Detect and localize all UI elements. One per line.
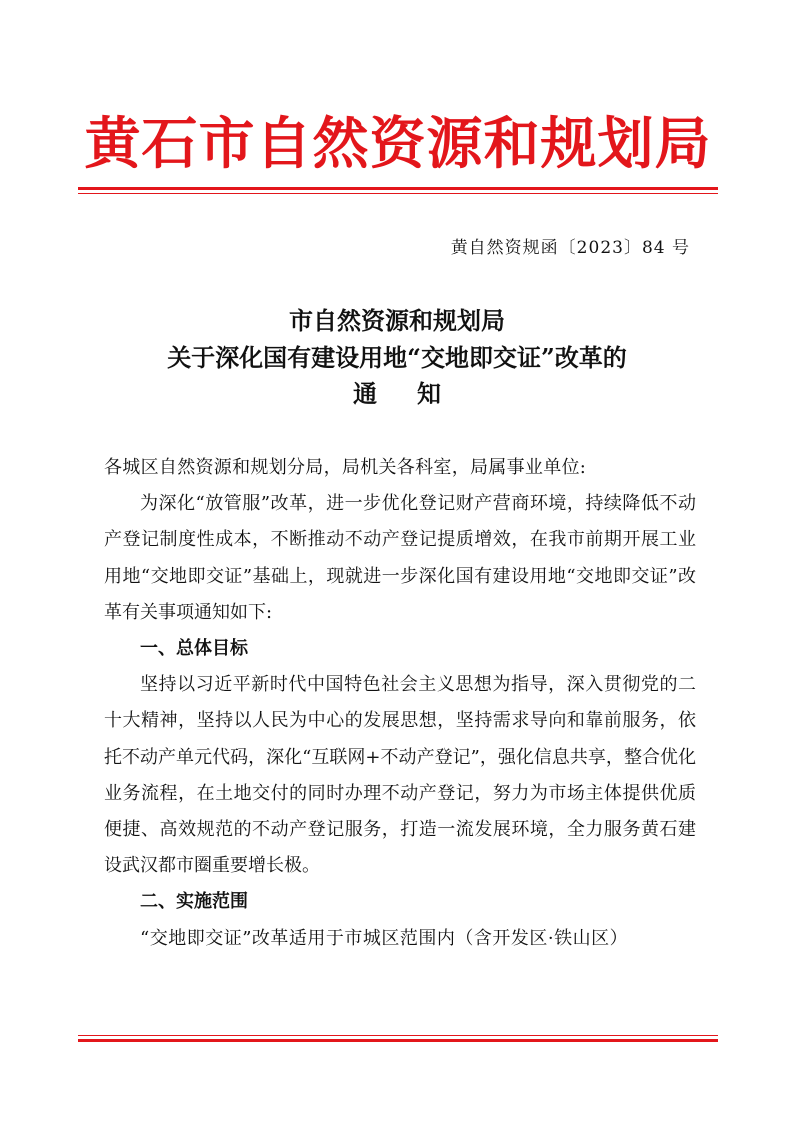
masthead-rule-thin xyxy=(78,193,718,194)
section-paragraph-1: 坚持以习近平新时代中国特色社会主义思想为指导，深入贯彻党的二十大精神，坚持以人民为中心的发展思想，坚持需求导向和靠前服务，依托不动产单元代码，深化“互联网+不动产登记”，强化信息共享，整合优化业务流程，在土地交付的同时办理不动产登记，努力为市场主体提供优质便捷、高效规范的不动产登记服务，打造一流发展环境，全力服务黄石建设武汉都市圈重要增长极。 xyxy=(104,674,696,877)
salutation: 各城区自然资源和规划分局，局机关各科室，局属事业单位: xyxy=(104,457,587,478)
document-number: 黄自然资规函〔2023〕84 号 xyxy=(450,238,690,258)
section-paragraph-2: “交地即交证”改革适用于市城区范围内（含开发区·铁山区） xyxy=(140,927,629,949)
document-title-line-3: 通知 xyxy=(353,379,481,408)
document-title-line-2: 关于深化国有建设用地“交地即交证”改革的 xyxy=(167,343,627,372)
document-title-line-1: 市自然资源和规划局 xyxy=(289,306,505,335)
footer-rule-thin xyxy=(78,1035,718,1036)
section-heading-1: 一、总体目标 xyxy=(140,638,248,660)
masthead-rule-thick xyxy=(78,187,718,190)
masthead-title: 黄石市自然资源和规划局 xyxy=(84,111,712,177)
intro-paragraph: 为深化“放管服”改革，进一步优化登记财产营商环境，持续降低不动产登记制度性成本，不断推动不动产登记提质增效，在我市前期开展工业用地“交地即交证”基础上，现就进一步深化国有建设用地“交地即交证”改革有关事项通知如下: xyxy=(104,493,696,623)
section-heading-2: 二、实施范围 xyxy=(140,891,248,913)
document-body xyxy=(104,450,696,957)
footer-rule-thick xyxy=(78,1039,718,1042)
